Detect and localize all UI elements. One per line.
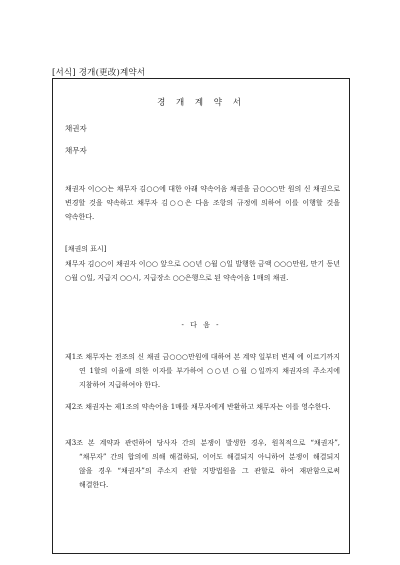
article-3: 제3조 본 계약과 관련하여 당사자 간의 분쟁이 발생한 경우, 원칙적으로 “채권자”, “채무자” 간의 합의에 의해 해결하되, 이어도 해결되지 아니하여 분쟁이 해결되지 않을 경우 “채권자”의 주소지 관할 지방법원을 그 관할로 하여 재판함으로써 해결한다.	[65, 439, 340, 489]
article-2: 제2조 채권자는 제1조의 약속어음 1매를 채무자에게 반환하고 채무자는 이를 영수한다.	[65, 403, 331, 411]
claim-heading: [채권의 표시]	[65, 245, 107, 253]
form-label: [서식] 경개(更改)계약서	[52, 68, 146, 78]
claim-description: 채무자 김○○이 채권자 이○○ 앞으로 ○○년 ○월 ○일 발행한 금액 ○○○만원, 만기 동년 ○월 ○일, 지급지 ○○시, 지급장소 ○○은행으로 된 약속어음 1매의 채권.	[65, 260, 340, 282]
document-title: 경 개 계 약 서	[157, 98, 245, 108]
following-heading: - 다 음 -	[181, 321, 221, 329]
contract-document	[52, 78, 350, 554]
article-1: 제1조 채무자는 전조의 신 채권 금○○○만원에 대하여 본 계약 일부터 변제 에 이르기까지 연 1할의 이율에 의한 이자를 부가하여 ○○년 ○월 ○일까지 채권자의 주소지에 지참하여 지급하여야 한다.	[65, 353, 340, 389]
creditor-label: 채권자	[65, 124, 87, 133]
intro-paragraph: 채권자 이○○는 채무자 김○○에 대한 아래 약속어음 채권을 금○○○만 원의 신 채권으로 변경할 것을 약속하고 채무자 김○○은 다음 조항의 규정에 의하여 이를 이행할 것을 약속한다.	[65, 185, 340, 221]
debtor-label: 채무자	[65, 146, 87, 155]
